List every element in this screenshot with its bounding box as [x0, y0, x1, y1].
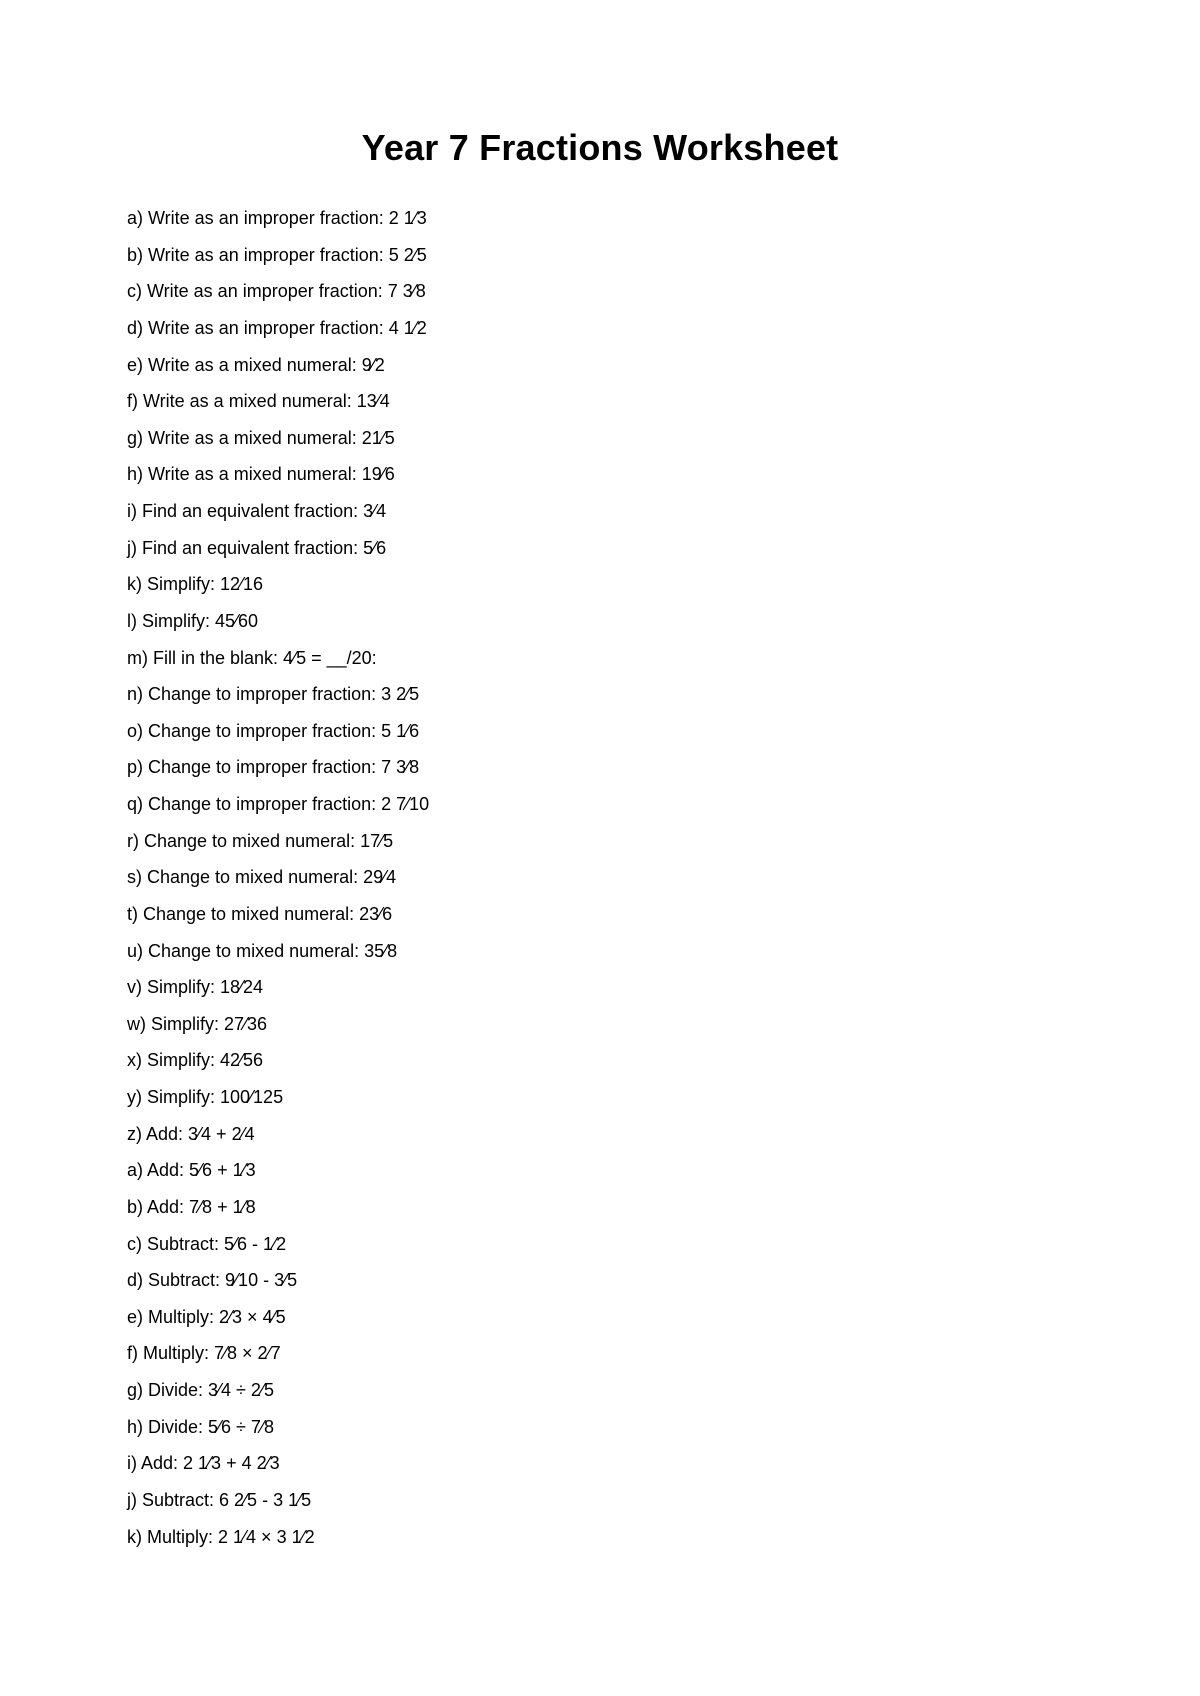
question-item: a) Write as an improper fraction: 2 1⁄3	[127, 208, 427, 228]
question-item: n) Change to improper fraction: 3 2⁄5	[127, 684, 420, 705]
question-item: a) Add: 5⁄6 + 1⁄3	[127, 1160, 256, 1181]
question-item: i) Add: 2 1⁄3 + 4 2⁄3	[127, 1453, 280, 1474]
question-item: h) Write as a mixed numeral: 19⁄6	[127, 464, 395, 485]
question-item: f) Multiply: 7⁄8 × 2⁄7	[127, 1343, 281, 1364]
question-item: m) Fill in the blank: 4⁄5 = __/20:	[127, 647, 377, 668]
question-item: j) Find an equivalent fraction: 5⁄6	[127, 537, 387, 558]
question-item: r) Change to mixed numeral: 17⁄5	[127, 830, 394, 851]
question-item: z) Add: 3⁄4 + 2⁄4	[127, 1123, 255, 1144]
question-item: i) Find an equivalent fraction: 3⁄4	[127, 501, 387, 521]
question-item: y) Simplify: 100⁄125	[127, 1087, 284, 1107]
question-item: e) Write as a mixed numeral: 9⁄2	[127, 354, 385, 375]
question-item: b) Add: 7⁄8 + 1⁄8	[127, 1196, 256, 1217]
page-title: Year 7 Fractions Worksheet	[361, 127, 839, 168]
question-item: q) Change to improper fraction: 2 7⁄10	[127, 794, 430, 814]
question-list	[127, 206, 429, 1561]
question-item: b) Write as an improper fraction: 5 2⁄5	[127, 244, 427, 265]
question-item: d) Subtract: 9⁄10 - 3⁄5	[127, 1270, 298, 1291]
question-item: f) Write as a mixed numeral: 13⁄4	[127, 391, 390, 412]
question-item: x) Simplify: 42⁄56	[127, 1050, 264, 1071]
question-item: j) Subtract: 6 2⁄5 - 3 1⁄5	[127, 1489, 312, 1510]
question-item: d) Write as an improper fraction: 4 1⁄2	[127, 317, 427, 338]
question-item: w) Simplify: 27⁄36	[127, 1013, 268, 1034]
question-item: u) Change to mixed numeral: 35⁄8	[127, 940, 398, 961]
question-item: s) Change to mixed numeral: 29⁄4	[127, 867, 397, 888]
question-item: p) Change to improper fraction: 7 3⁄8	[127, 757, 420, 778]
question-item: l) Simplify: 45⁄60	[127, 610, 259, 631]
question-item: k) Multiply: 2 1⁄4 × 3 1⁄2	[127, 1526, 315, 1547]
question-item: g) Write as a mixed numeral: 21⁄5	[127, 427, 395, 448]
question-item: o) Change to improper fraction: 5 1⁄6	[127, 720, 420, 741]
question-item: t) Change to mixed numeral: 23⁄6	[127, 903, 393, 924]
question-item: g) Divide: 3⁄4 ÷ 2⁄5	[127, 1380, 274, 1400]
question-item: h) Divide: 5⁄6 ÷ 7⁄8	[127, 1416, 274, 1437]
question-item: c) Subtract: 5⁄6 - 1⁄2	[127, 1233, 287, 1254]
question-item: v) Simplify: 18⁄24	[127, 977, 264, 998]
question-item: e) Multiply: 2⁄3 × 4⁄5	[127, 1306, 286, 1327]
question-item: k) Simplify: 12⁄16	[127, 574, 264, 595]
question-item: c) Write as an improper fraction: 7 3⁄8	[127, 281, 426, 302]
